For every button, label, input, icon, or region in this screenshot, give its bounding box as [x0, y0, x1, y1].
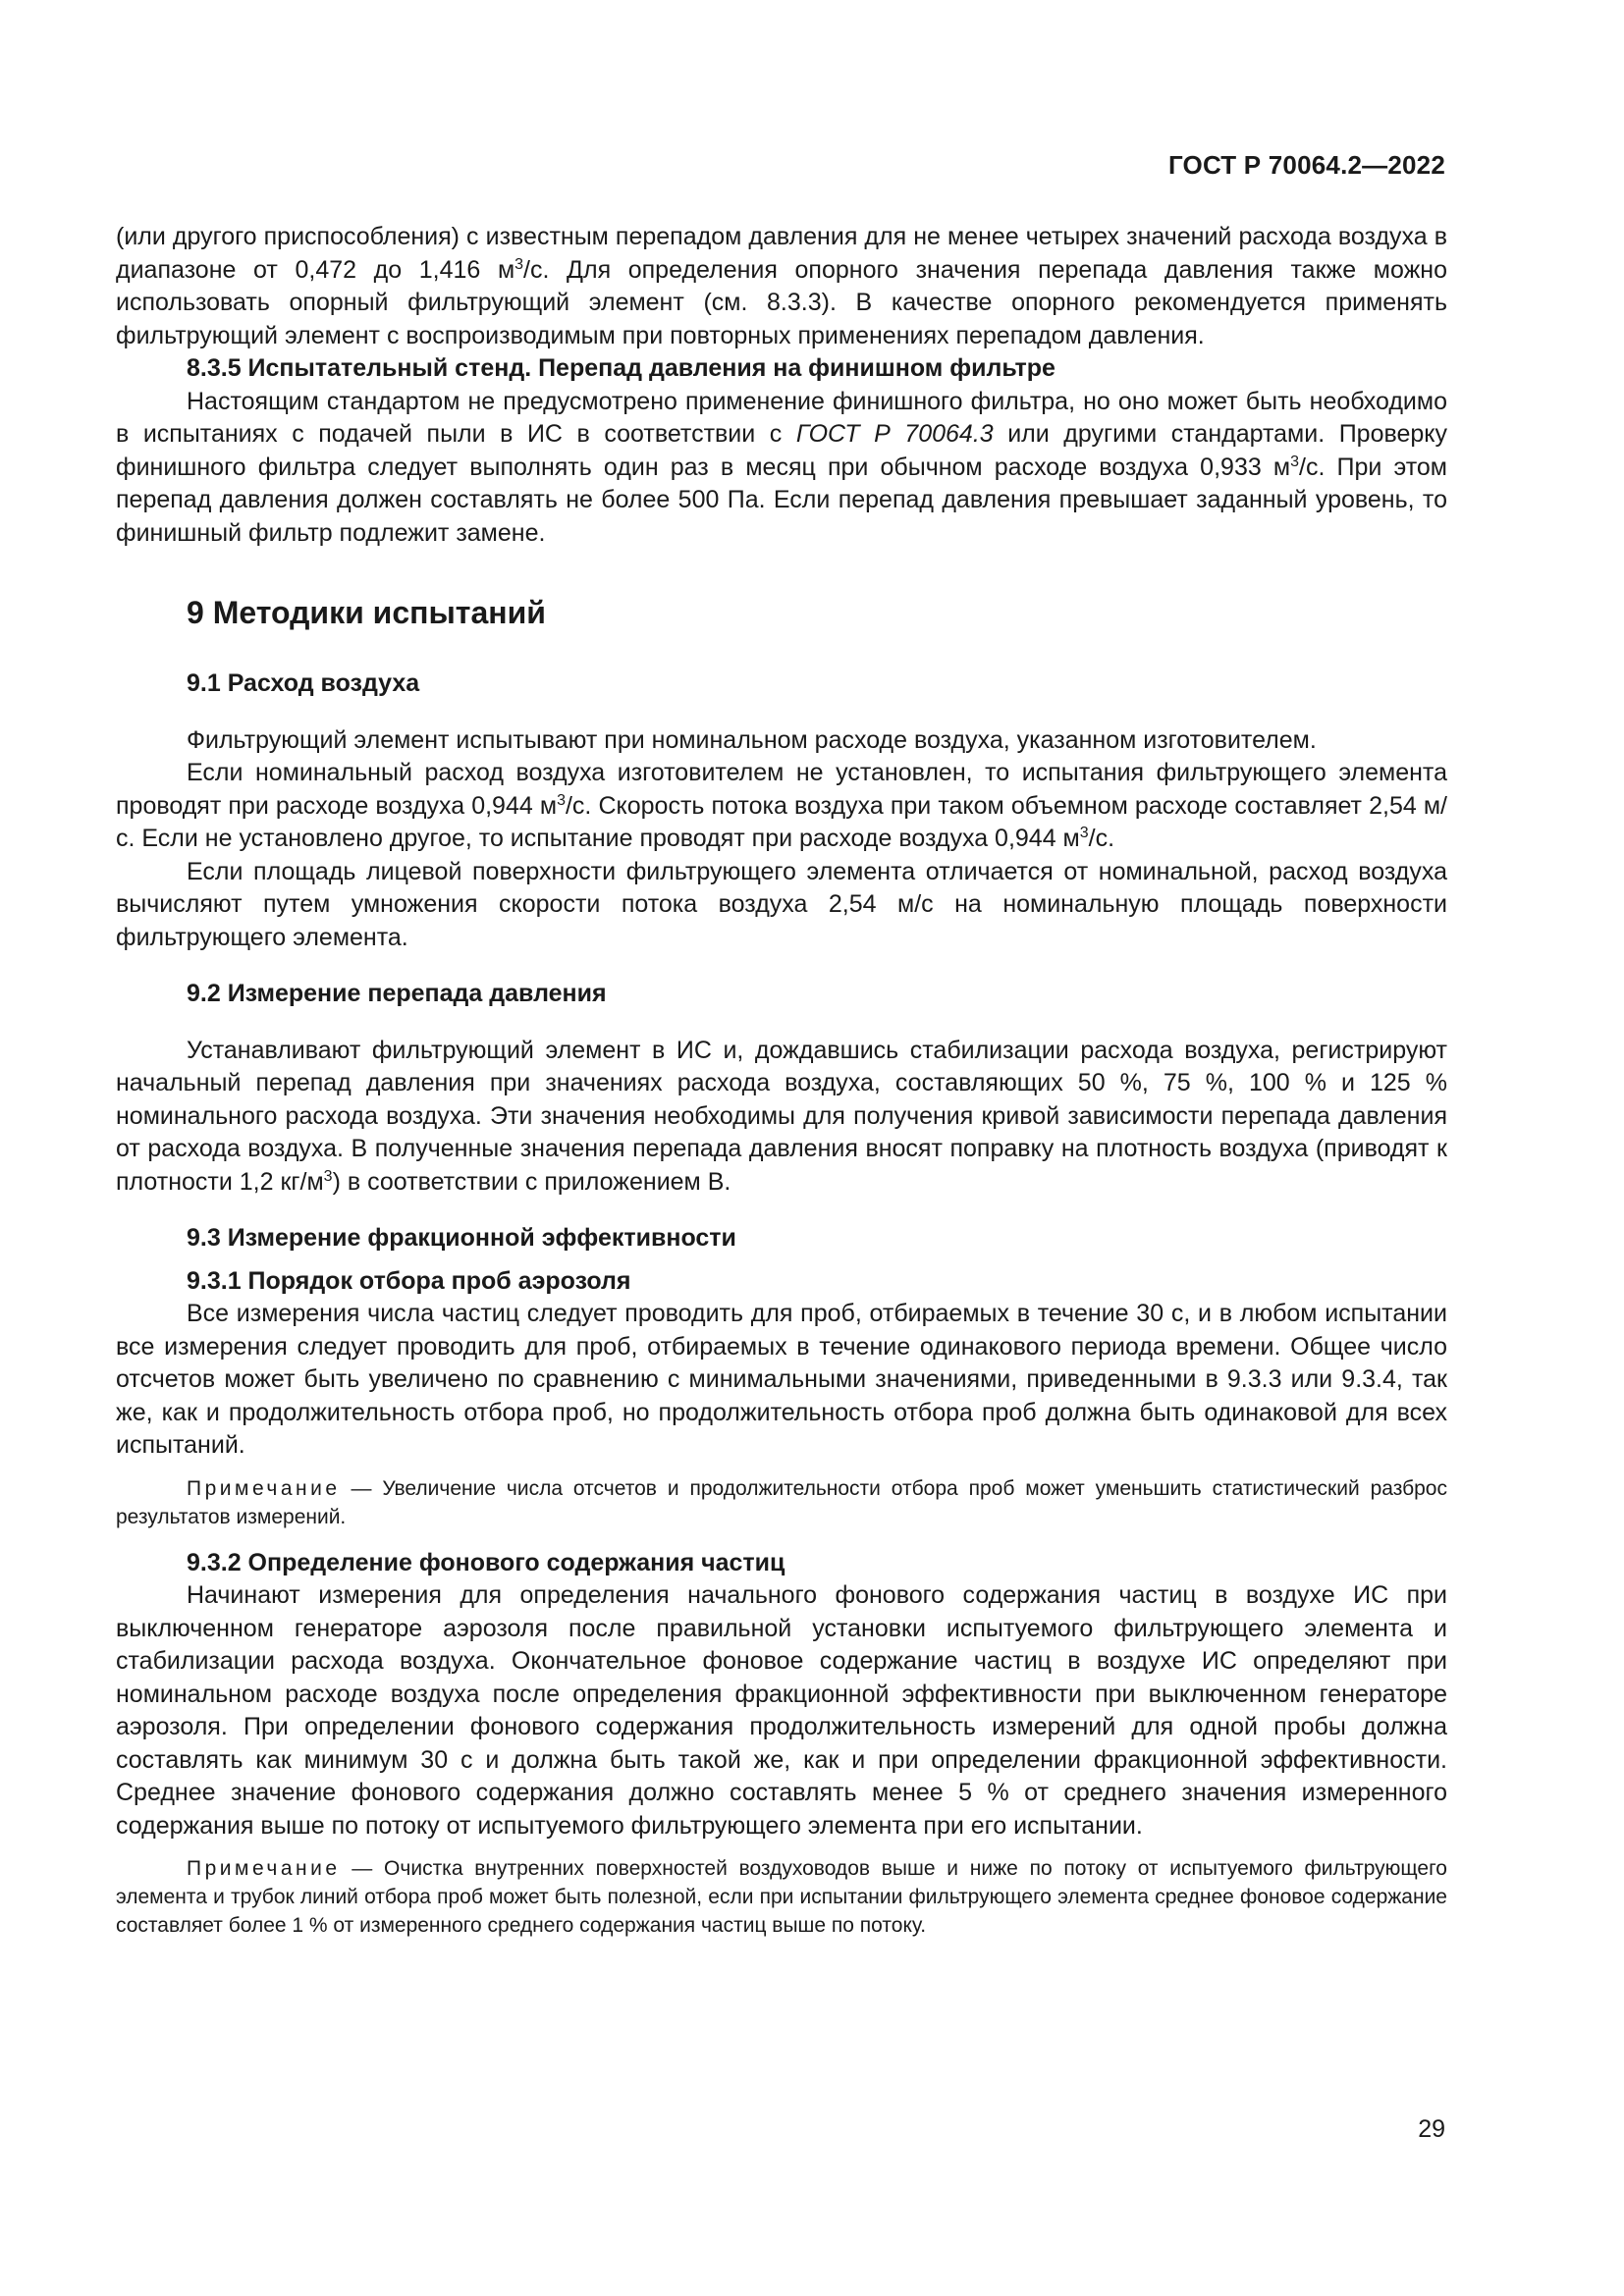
section-heading-9-2: 9.2 Измерение перепада давления — [187, 980, 607, 1007]
text-span: Настоящим стандартом не предусмотрено применение финишного фильтра, но оно может быть необходимо в испытаниях с подачей пыли в ИС в соответствии с — [116, 387, 1447, 448]
note-label: Примечание — [187, 1857, 341, 1880]
section-heading-8-3-5: 8.3.5 Испытательный стенд. Перепад давления на финишном фильтре — [187, 354, 1056, 382]
section-heading-9-3-1: 9.3.1 Порядок отбора проб аэрозоля — [187, 1266, 631, 1295]
paragraph-9-2 — [116, 1035, 1447, 1200]
text-span: Если номинальный расход воздуха изготовителем не установлен, то испытания фильтрующего элемента проводят при расходе воздуха 0,944 м — [116, 759, 1447, 820]
paragraph-9-3-1: Все измерения числа частиц следует проводить для проб, отбираемых в течение 30 с, и в любом испытании все измерения следует проводить для проб, отбираемых в течение одинакового периода времени. Общее число отсчетов может быть увеличено по сравнению с минимальными значениями, приведенными в 9.3.3 или 9.3.4, так же, как и продолжительность отбора проб, но продолжительность отбора проб должна быть одинаковой для всех испытаний. — [116, 1300, 1447, 1459]
page-content — [116, 221, 1447, 1940]
superscript: 3 — [557, 791, 566, 809]
note-label: Примечание — [187, 1476, 341, 1500]
text-span: /с. Для определения опорного значения перепада давления также можно использовать опорный фильтрующий элемент (см. 8.3.3). В качестве опорного рекомендуется применять фильтрующий элемент с воспроизводимым при повторных применениях перепадом давления. — [116, 255, 1447, 349]
continued-paragraph — [116, 221, 1447, 352]
section-heading-9-3-2: 9.3.2 Определение фонового содержания частиц — [187, 1548, 785, 1576]
text-span: /с. — [1088, 825, 1115, 852]
text-span: /с. При этом перепад давления должен составлять не более 500 Па. Если перепад давления превышает заданный уровень, то финишный фильтр подлежит замене. — [116, 453, 1447, 547]
note-text: — Увеличение числа отсчетов и продолжительности отбора проб может уменьшить статистический разброс результатов измерений. — [116, 1476, 1447, 1528]
paragraph-9-1-a: Фильтрующий элемент испытывают при номинальном расходе воздуха, указанном изготовителем. — [187, 725, 1317, 754]
text-span: или другими стандартами. Проверку финишного фильтра следует выполнять один раз в месяц при обычном расходе воздуха 0,933 м — [116, 420, 1448, 481]
text-span: Устанавливают фильтрующий элемент в ИС и, дождавшись стабилизации расхода воздуха, регистрируют начальный перепад давления при значениях расхода воздуха, составляющих 50 %, 75 %, 100 % и 125 % номинального расхода воздуха. Эти значения необходимы для получения кривой зависимости перепада давления от расхода воздуха. В полученные значения перепада давления вносят поправку на плотность воздуха (приводят к плотности 1,2 кг/м — [116, 1036, 1447, 1196]
document-code-header: ГОСТ Р 70064.2—2022 — [1167, 150, 1445, 180]
page-number: 29 — [1418, 2115, 1445, 2143]
text-span: (или другого приспособления) с известным перепадом давления для не менее четырех значений расхода воздуха в диапазоне от 0,472 до 1,416 м — [116, 223, 1447, 284]
section-heading-9-1: 9.1 Расход воздуха — [187, 669, 420, 697]
paragraph-9-3-2: Начинают измерения для определения начального фонового содержания частиц в воздухе ИС при выключенном генераторе аэрозоля после правильной установки испытуемого фильтрующего элемента и стабилизации расхода воздуха. Окончательное фоновое содержание частиц в воздухе ИС определяют при номинальном расходе воздуха после определения фракционной эффективности при выключенном генераторе аэрозоля. При определении фонового содержания продолжительность измерений для одной пробы должна составлять как минимум 30 с и должна быть такой же, как и при определении фракционной эффективности. Среднее значение фонового содержания должно составлять менее 5 % от среднего значения измеренного содержания выше по потоку от испытуемого фильтрующего элемента при его испытании. — [116, 1581, 1447, 1840]
standard-reference: ГОСТ Р 70064.3 — [795, 420, 994, 448]
section-heading-9: 9 Методики испытаний — [187, 595, 546, 630]
superscript: 3 — [323, 1167, 333, 1185]
section-heading-9-3: 9.3 Измерение фракционной эффективности — [187, 1224, 736, 1252]
text-span: /с. Скорость потока воздуха при таком объемном расходе составляет 2,54 м/с. Если не установлено другое, то испытание проводят при расходе воздуха 0,944 м — [116, 791, 1448, 852]
superscript: 3 — [1290, 453, 1299, 470]
note-text: — Очистка внутренних поверхностей воздуховодов выше и ниже по потоку от испытуемого фильтрующего элемента и трубок линий отбора проб может быть полезной, если при испытании фильтрующего элемента среднее фоновое содержание составляет более 1 % от измеренного среднего содержания частиц выше по потоку. — [116, 1857, 1447, 1937]
paragraph-9-1-b — [116, 757, 1447, 856]
note-9-3-1 — [116, 1474, 1447, 1531]
paragraph-9-1-c: Если площадь лицевой поверхности фильтрующего элемента отличается от номинальной, расход воздуха вычисляют путем умножения скорости потока воздуха 2,54 м/с на номинальную площадь поверхности фильтрующего элемента. — [116, 857, 1447, 951]
text-span: ) в соответствии с приложением В. — [332, 1167, 731, 1196]
paragraph-8-3-5 — [116, 386, 1447, 551]
superscript: 3 — [514, 255, 524, 273]
note-9-3-2 — [116, 1854, 1447, 1940]
superscript: 3 — [1079, 825, 1089, 841]
